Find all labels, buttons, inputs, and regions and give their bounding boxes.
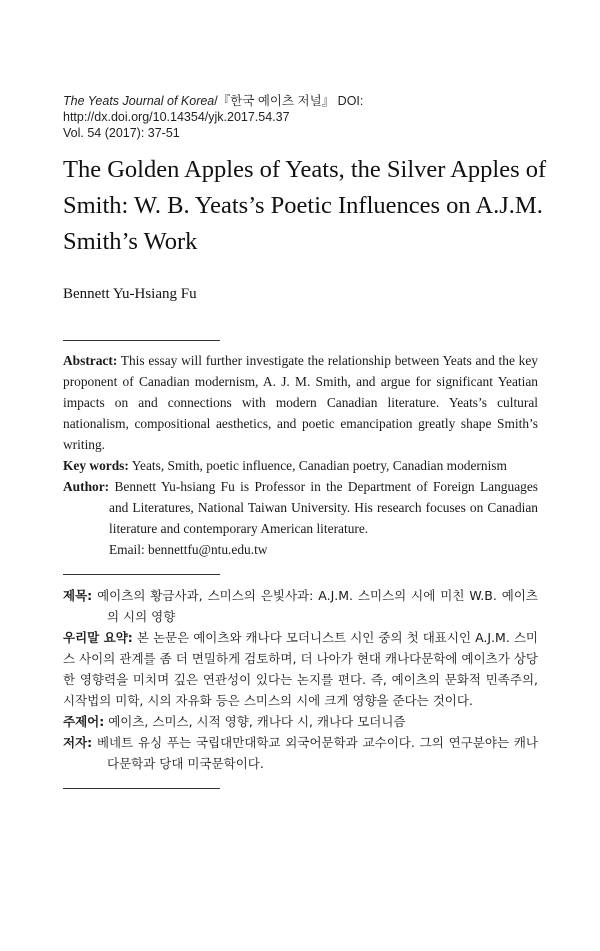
keywords-label: Key words: xyxy=(63,458,129,473)
journal-volume: Vol. 54 (2017): 37-51 xyxy=(63,126,180,140)
author-info-paragraph xyxy=(63,476,538,539)
divider-rule xyxy=(63,340,220,341)
journal-header xyxy=(63,93,563,141)
korean-keywords-text: 예이츠, 스미스, 시적 영향, 캐나다 시, 캐나다 모더니즘 xyxy=(104,714,406,729)
korean-author-label: 저자: xyxy=(63,735,93,750)
abstract-label: Abstract: xyxy=(63,353,118,368)
keywords-text: Yeats, Smith, poetic influence, Canadian poetry, Canadian modernism xyxy=(128,458,507,473)
korean-summary-text: 본 논문은 예이츠와 캐나다 모더니스트 시인 중의 첫 대표시인 A.J.M. 스미스 사이의 관계를 좀 더 면밀하게 검토하며, 더 나아가 현대 캐나다문학에 예이츠가 상당한 영향력을 미치며 깊은 연관성이 있다는 논지를 편다. 즉, 예이츠의 문화적 민족주의, 시작법의 미학, 시의 자유화 등은 스미스의 시에 크게 영향을 준다는 것이다. xyxy=(63,630,538,708)
english-abstract-section xyxy=(63,350,538,560)
author-info-text: Bennett Yu-hsiang Fu is Professor in the Department of Foreign Languages and Literatures, National Taiwan University. His research focuses on Canadian literature and contemporary American literature. xyxy=(109,479,538,536)
author-label: Author: xyxy=(63,479,110,494)
korean-author-paragraph xyxy=(63,732,538,774)
divider-rule xyxy=(63,788,220,789)
korean-summary-label: 우리말 요약: xyxy=(63,630,133,645)
keywords-paragraph xyxy=(63,455,538,476)
korean-title-text: 예이츠의 황금사과, 스미스의 은빛사과: A.J.M. 스미스의 시에 미친 W.B. 예이츠의 시의 영향 xyxy=(92,588,538,624)
journal-citation-line xyxy=(63,93,563,125)
abstract-text: This essay will further investigate the relationship between Yeats and the key proponent of Canadian modernism, A. J. M. Smith, and argue for significant Yeatian impacts on and connections with modern Canadian literature. Yeats’s cultural nationalism, compositional aesthetics, and poetic emancipation greatly shape Smith’s writing. xyxy=(63,353,538,452)
journal-korean-doi: /『한국 예이츠 저널』 DOI: http://dx.doi.org/10.14354/yjk.2017.54.37 xyxy=(63,94,364,124)
divider-rule xyxy=(63,574,220,575)
article-title: The Golden Apples of Yeats, the Silver Apples of Smith: W. B. Yeats’s Poetic Influences on A.J.M. Smith’s Work xyxy=(63,156,547,255)
abstract-paragraph xyxy=(63,350,538,455)
author-email: Email: bennettfu@ntu.edu.tw xyxy=(109,542,268,557)
korean-title-label: 제목: xyxy=(63,588,93,603)
journal-name: The Yeats Journal of Korea xyxy=(63,94,215,108)
korean-author-text: 베네트 유싱 푸는 국립대만대학교 외국어문학과 교수이다. 그의 연구분야는 캐나다문학과 당대 미국문학이다. xyxy=(92,735,538,771)
korean-title-paragraph xyxy=(63,585,538,627)
korean-summary-paragraph xyxy=(63,627,538,711)
korean-keywords-label: 주제어: xyxy=(63,714,105,729)
korean-abstract-section xyxy=(63,585,538,774)
article-author: Bennett Yu-Hsiang Fu xyxy=(63,286,197,302)
korean-keywords-paragraph xyxy=(63,711,538,732)
